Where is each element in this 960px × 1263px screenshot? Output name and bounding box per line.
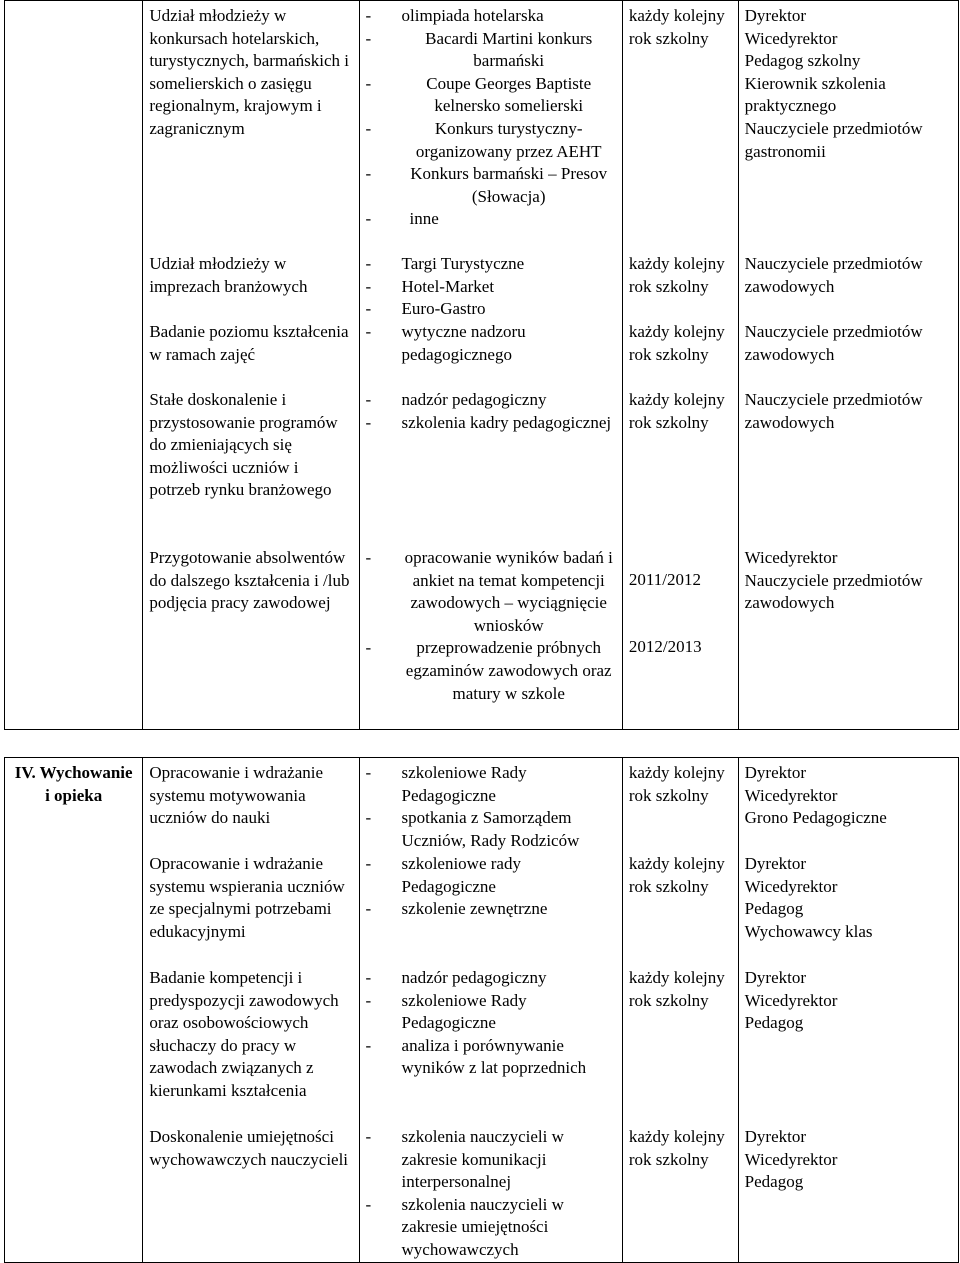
responsible-text: Pedagog [744,1172,804,1192]
term-text: każdy kolejny rok szkolny [628,254,725,296]
responsible-text: Dyrektor [744,854,807,873]
term-text: każdy kolejny rok szkolny [628,322,725,364]
responsible-text: Wicedyrektor [744,876,838,896]
task-text: Udział młodzieży w konkursach hotelarskich, turystycznych, barmańskich i somelierskich o zasięgu regionalnym, krajowym i zagranicznym [149,6,350,138]
list-item: - Targi Turystyczne [365,254,525,273]
list-item: - szkoleniowe Rady Pedagogiczne [365,763,527,805]
responsible-text: Wicedyrektor [744,785,838,805]
plan-table-section-iv [4,757,959,1263]
task-cell [143,758,359,1263]
task-text: Przygotowanie absolwentów do dalszego kształcenia i /lub podjęcia pracy zawodowej [149,548,350,613]
section-heading: IV. Wychowanie i opieka [14,763,133,805]
plan-table-continuation [4,0,959,730]
task-text: Doskonalenie umiejętności wychowawczych nauczycieli [149,1127,349,1169]
table-row [5,758,959,1263]
term-text: każdy kolejny rok szkolny [628,763,725,805]
term-cell [622,1,738,730]
list-item: - analiza i porównywanie wyników z lat poprzednich [365,1035,587,1078]
term-text: każdy kolejny rok szkolny [628,854,725,896]
table-row [5,1,959,730]
task-text: Opracowanie i wdrażanie systemu wspierania uczniów ze specjalnymi potrzebami edukacyjnymi [149,854,345,941]
task-text: Badanie kompetencji i predyspozycji zawodowych oraz osobowościowych słuchaczy do pracy w zawodach związanych z kierunkami kształcenia [149,968,339,1100]
responsible-text: Grono Pedagogiczne [744,808,887,828]
list-item: - szkolenie zewnętrzne [365,899,548,919]
task-text: Badanie poziomu kształcenia w ramach zajęć [149,322,349,364]
list-item: - szkoleniowe rady Pedagogiczne [365,854,521,896]
responsible-text: Nauczyciele przedmiotów gastronomii [744,118,923,161]
term-text: każdy kolejny rok szkolny [628,968,725,1010]
list-item: - Coupe Georges Baptiste kelnersko somelierski [365,73,592,116]
responsible-text: Nauczyciele przedmiotów zawodowych [744,390,923,432]
responsible-text: Pedagog [744,899,804,919]
list-item: - inne [365,209,439,229]
responsible-text: Wychowawcy klas [744,921,873,941]
term-text: 2012/2013 [628,637,702,656]
term-text: każdy kolejny rok szkolny [628,6,725,48]
list-item: - przeprowadzenie próbnych egzaminów zawodowych oraz matury w szkole [365,638,612,703]
responsible-text: Wicedyrektor [744,990,838,1010]
list-item: - szkolenia nauczycieli w zakresie umiejętności wychowawczych [365,1194,564,1259]
term-cell [622,758,738,1263]
responsible-text: Nauczyciele przedmiotów zawodowych [744,322,923,364]
section-heading-cell [5,758,143,1263]
responsible-text: Dyrektor [744,968,807,987]
responsible-text: Pedagog szkolny [744,51,861,71]
term-text: każdy kolejny rok szkolny [628,1127,725,1169]
responsible-text: Dyrektor [744,1127,807,1146]
actions-cell [359,758,622,1263]
responsible-text: Nauczyciele przedmiotów zawodowych [744,570,923,613]
list-item: - Konkurs turystyczny- organizowany przez AEHT [365,118,602,161]
term-text: każdy kolejny rok szkolny [628,390,725,432]
list-item: - Konkurs barmański – Presov (Słowacja) [365,164,608,206]
responsible-text: Nauczyciele przedmiotów zawodowych [744,254,923,296]
list-item: - Bacardi Martini konkurs barmański [365,28,593,71]
responsible-cell [738,1,958,730]
list-item: - spotkania z Samorządem Uczniów, Rady Rodziców [365,808,580,850]
responsible-text: Dyrektor [744,6,807,25]
list-item: - wytyczne nadzoru pedagogicznego [365,322,526,364]
list-item: - Euro-Gastro [365,299,486,319]
list-item: - olimpiada hotelarska [365,6,544,25]
task-text: Stałe doskonalenie i przystosowanie programów do zmieniających się możliwości uczniów i potrzeb rynku branżowego [149,390,338,500]
responsible-text: Kierownik szkolenia praktycznego [744,73,886,116]
list-item: - szkolenia nauczycieli w zakresie komunikacji interpersonalnej [365,1127,564,1192]
actions-cell [359,1,622,730]
list-item: - Hotel-Market [365,276,495,296]
responsible-text: Wicedyrektor [744,548,838,567]
responsible-text: Pedagog [744,1013,804,1033]
list-item: - opracowanie wyników badań i ankiet na temat kompetencji zawodowych – wyciągnięcie wniosków [365,548,613,635]
responsible-text: Dyrektor [744,763,807,782]
list-item: - szkolenia kadry pedagogicznej [365,412,612,432]
list-item: - szkoleniowe Rady Pedagogiczne [365,990,527,1033]
responsible-text: Wicedyrektor [744,1149,838,1169]
responsible-cell [738,758,958,1263]
responsible-text: Wicedyrektor [744,28,838,48]
task-text: Udział młodzieży w imprezach branżowych [149,254,308,296]
section-cell-empty [5,1,143,730]
list-item: - nadzór pedagogiczny [365,968,547,987]
term-text: 2011/2012 [628,570,701,589]
list-item: - nadzór pedagogiczny [365,390,547,409]
task-text: Opracowanie i wdrażanie systemu motywowania uczniów do nauki [149,763,324,828]
task-cell [143,1,359,730]
